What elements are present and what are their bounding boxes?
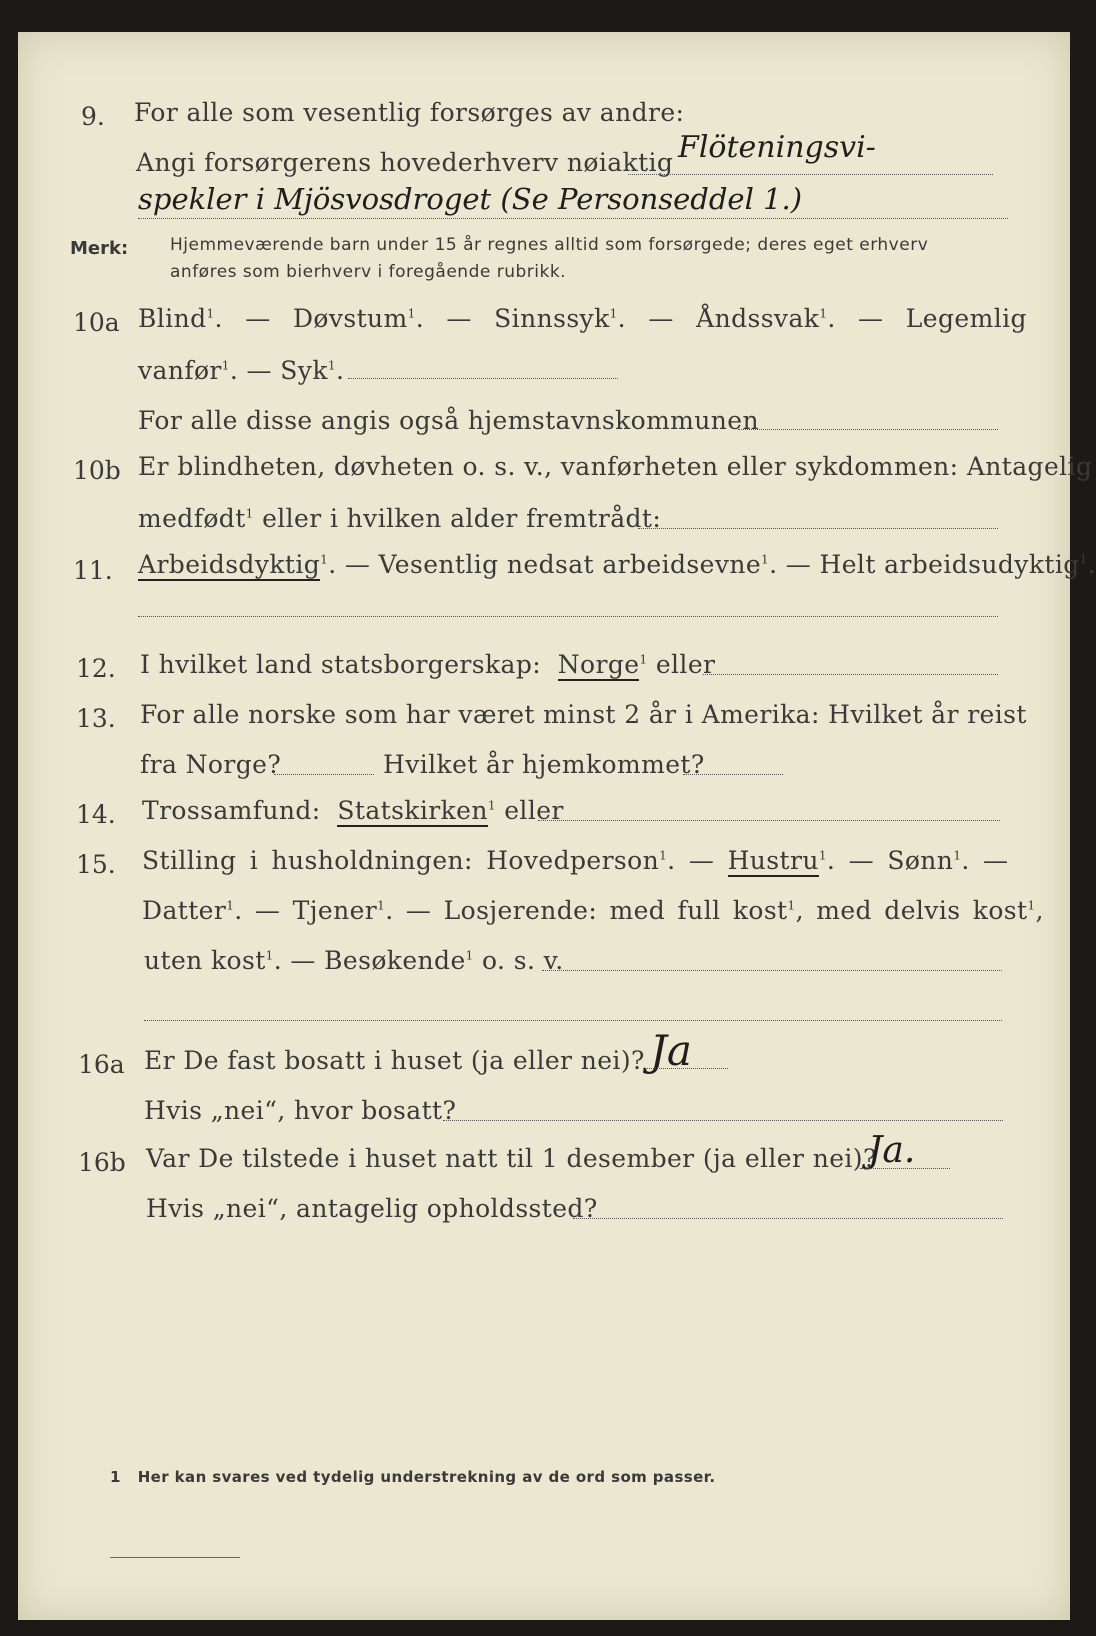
footnote: 1 Her kan svares ved tydelig understrekning av de ord som passer. [110, 1468, 716, 1486]
question-16b-number: 16b [78, 1148, 126, 1177]
handwritten-occupation-2: spekler i Mjösvosdroget (Se Personseddel 1.) [138, 182, 803, 216]
handwritten-answer-16b: Ja. [868, 1130, 916, 1171]
question-10a-line-3: For alle disse angis også hjemstavnskommunen [138, 406, 759, 435]
question-11-number: 11. [73, 556, 113, 585]
question-16a-line-1: Er De fast bosatt i huset (ja eller nei)? [144, 1046, 645, 1075]
question-9-line-1: For alle som vesentlig forsørges av andre: [134, 98, 685, 127]
underlined-hustru: Hustru [727, 846, 819, 875]
merk-line-1: Hjemmeværende barn under 15 år regnes alltid som forsørgede; deres eget erhverv [170, 235, 929, 255]
question-15-line-2: Datter$^1$. — Tjener$^1$. — Losjerende: med full kost$^1$, med delvis kost$^1$, [142, 896, 1044, 925]
question-15-line-3: uten kost$^1$. — Besøkende$^1$ o. s. v. [144, 946, 564, 975]
fill-line [138, 218, 1008, 219]
census-form-page [18, 32, 1096, 1620]
question-12-number: 12. [76, 654, 116, 683]
fill-line [144, 1020, 1002, 1021]
footnote-rule [110, 1557, 240, 1558]
underlined-norge: Norge [557, 650, 640, 679]
question-10a-line-1: Blind$^1$. — Døvstum$^1$. — Sinnssyk$^1$. — Åndssvak$^1$. — Legemlig [138, 304, 1027, 333]
handwritten-occupation-1: Flöteningsvi- [678, 130, 876, 165]
question-10b-line-1: Er blindheten, døvheten o. s. v., vanførheten eller sykdommen: Antagelig [138, 452, 1093, 481]
underlined-arbeidsdyktig: Arbeidsdyktig [138, 550, 321, 579]
fill-line [683, 774, 783, 775]
question-14-number: 14. [76, 800, 116, 829]
fill-line [274, 774, 374, 775]
fill-line [703, 674, 998, 675]
handwritten-answer-16a: Ja [650, 1026, 692, 1075]
fill-line [138, 616, 998, 617]
question-10a-line-2: vanfør$^1$. — Syk$^1$. [138, 356, 345, 385]
question-9-line-2: Angi forsørgerens hovederhverv nøiaktig [136, 148, 674, 177]
question-10a-number: 10a [73, 308, 120, 337]
merk-line-2: anføres som bierhverv i foregående rubrikk. [170, 262, 567, 282]
fill-line [348, 378, 618, 379]
fill-line [573, 1218, 1003, 1219]
fill-line [538, 820, 1000, 821]
fill-line [628, 174, 993, 175]
question-10b-line-2: medfødt$^1$ eller i hvilken alder fremtrådt: [138, 504, 662, 533]
fill-line [738, 429, 998, 430]
question-16a-number: 16a [78, 1050, 125, 1079]
question-13-line-1: For alle norske som har været minst 2 år i Amerika: Hvilket år reist [140, 700, 1027, 729]
question-10b-number: 10b [73, 456, 121, 485]
merk-label: Merk: [70, 238, 129, 259]
question-14-line: Trossamfund: Statskirken$^1$ eller [142, 796, 564, 825]
question-12-line: I hvilket land statsborgerskap: Norge$^1$ eller [140, 650, 716, 679]
question-11-line: Arbeidsdyktig$^1$. — Vesentlig nedsat arbeidsevne$^1$. — Helt arbeidsudyktig$^1$. [138, 550, 1096, 579]
question-16b-line-1: Var De tilstede i huset natt til 1 desember (ja eller nei)? [146, 1144, 877, 1173]
question-9-number: 9. [81, 102, 105, 131]
question-15-number: 15. [76, 850, 116, 879]
fill-line [643, 1068, 728, 1069]
question-15-line-1: Stilling i husholdningen: Hovedperson$^1$. — Hustru$^1$. — Sønn$^1$. — [142, 846, 1009, 875]
fill-line [638, 528, 998, 529]
fill-line [860, 1168, 950, 1169]
question-13-line-2b: Hvilket år hjemkommet? [383, 750, 705, 779]
fill-line [542, 970, 1002, 971]
question-16a-line-2: Hvis „nei“, hvor bosatt? [144, 1096, 457, 1125]
underlined-statskirken: Statskirken [337, 796, 488, 825]
fill-line [443, 1120, 1003, 1121]
question-13-number: 13. [76, 704, 116, 733]
question-16b-line-2: Hvis „nei“, antagelig opholdssted? [146, 1194, 598, 1223]
question-13-line-2a: fra Norge? [140, 750, 282, 779]
